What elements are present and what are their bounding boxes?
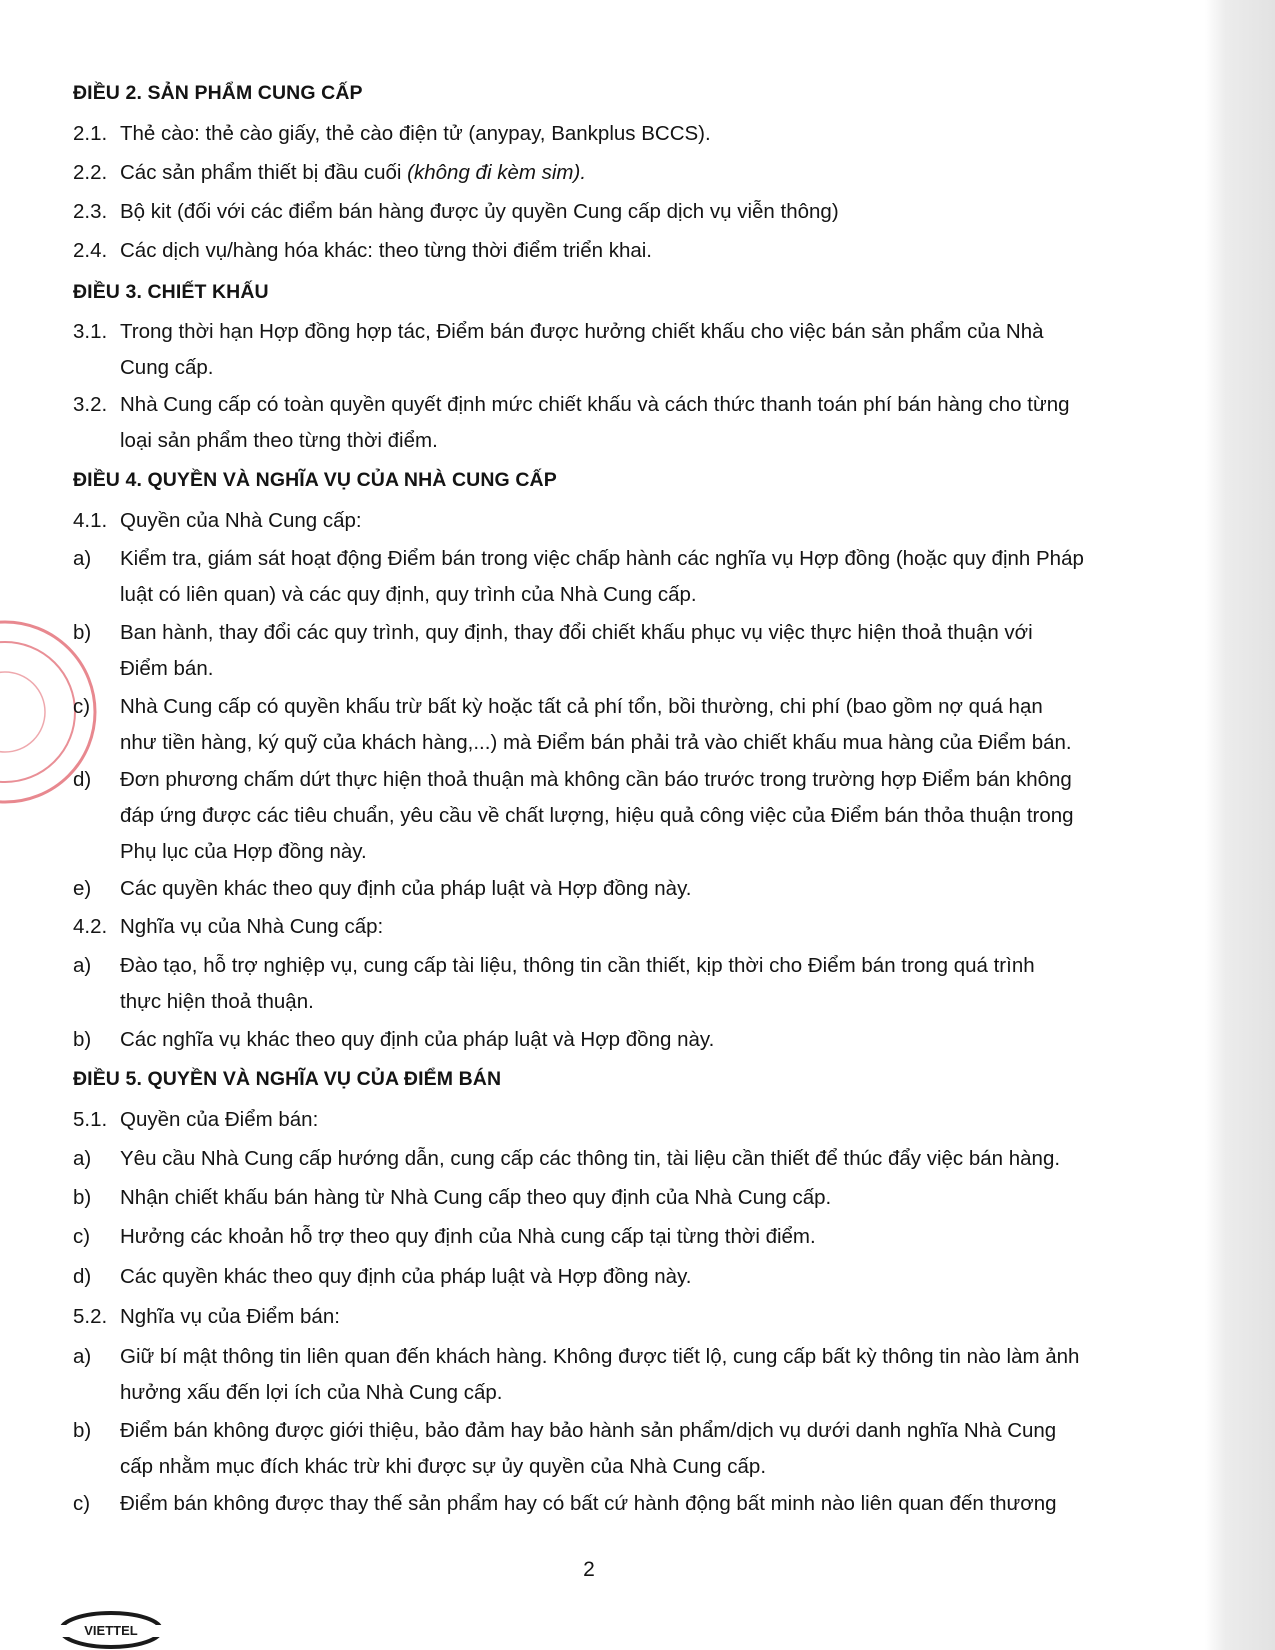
item-text: Điểm bán không được thay thế sản phẩm hay có bất cứ hành động bất minh nào liên quan đến thương (120, 1492, 1057, 1515)
item-text-plain: Các sản phẩm thiết bị đầu cuối (120, 161, 408, 184)
item-text: loại sản phẩm theo từng thời điểm. (120, 429, 438, 452)
viettel-logo-icon (55, 1610, 167, 1650)
item-text: Quyền của Nhà Cung cấp: (120, 509, 362, 532)
item-number: 4.1. (73, 509, 108, 532)
item-text: Trong thời hạn Hợp đồng hợp tác, Điểm bán được hưởng chiết khấu cho việc bán sản phẩm của Nhà (120, 320, 1044, 343)
item-number: 3.1. (73, 320, 108, 343)
item-text: Các quyền khác theo quy định của pháp luật và Hợp đồng này. (120, 1265, 692, 1288)
item-number: 5.1. (73, 1108, 108, 1131)
item-number: c) (73, 1492, 91, 1515)
item-text: luật có liên quan) và các quy định, quy trình của Nhà Cung cấp. (120, 583, 697, 606)
item-number: 2.3. (73, 200, 108, 223)
item-number: 2.1. (73, 122, 108, 145)
item-text: Đơn phương chấm dứt thực hiện thoả thuận mà không cần báo trước trong trường hợp Điểm bán không (120, 768, 1072, 791)
page-number: 2 (583, 1558, 595, 1581)
item-text: Các quyền khác theo quy định của pháp luật và Hợp đồng này. (120, 877, 692, 900)
item-text: Nhà Cung cấp có quyền khấu trừ bất kỳ hoặc tất cả phí tổn, bồi thường, chi phí (bao gồm nợ quá hạn (120, 695, 1043, 718)
item-text: Điểm bán không được giới thiệu, bảo đảm hay bảo hành sản phẩm/dịch vụ dưới danh nghĩa Nhà Cung (120, 1419, 1057, 1442)
item-text: Thẻ cào: thẻ cào giấy, thẻ cào điện tử (anypay, Bankplus BCCS). (120, 122, 711, 145)
item-number: 2.2. (73, 161, 108, 184)
item-number: d) (73, 768, 92, 791)
item-text: Điểm bán. (120, 657, 214, 680)
section-heading-4: ĐIỀU 4. QUYỀN VÀ NGHĨA VỤ CỦA NHÀ CUNG CẤP (73, 469, 557, 491)
item-text: Kiểm tra, giám sát hoạt động Điểm bán trong việc chấp hành các nghĩa vụ Hợp đồng (hoặc quy định Pháp (120, 547, 1084, 570)
item-number: d) (73, 1265, 92, 1288)
item-text: Yêu cầu Nhà Cung cấp hướng dẫn, cung cấp các thông tin, tài liệu cần thiết để thúc đẩy việc bán hàng. (120, 1147, 1061, 1170)
item-text: Hưởng các khoản hỗ trợ theo quy định của Nhà cung cấp tại từng thời điểm. (120, 1225, 816, 1248)
item-number: a) (73, 547, 92, 570)
section-heading-5: ĐIỀU 5. QUYỀN VÀ NGHĨA VỤ CỦA ĐIỂM BÁN (73, 1068, 502, 1090)
section-heading-3: ĐIỀU 3. CHIẾT KHẤU (73, 281, 269, 303)
item-number: c) (73, 695, 91, 718)
item-text: cấp nhằm mục đích khác trừ khi được sự ủy quyền của Nhà Cung cấp. (120, 1455, 767, 1478)
item-number: a) (73, 954, 92, 977)
item-number: a) (73, 1345, 92, 1368)
section-heading-2: ĐIỀU 2. SẢN PHẨM CUNG CẤP (73, 82, 363, 104)
logo-text: VIETTEL (84, 1623, 138, 1638)
item-number: 5.2. (73, 1305, 108, 1328)
item-text: Nhà Cung cấp có toàn quyền quyết định mức chiết khấu và cách thức thanh toán phí bán hàng cho từng (120, 393, 1070, 416)
item-text-italic: (không đi kèm sim). (407, 161, 587, 184)
item-text: Cung cấp. (120, 356, 214, 379)
item-number: b) (73, 621, 92, 644)
item-text: Các dịch vụ/hàng hóa khác: theo từng thời điểm triển khai. (120, 239, 652, 262)
item-number: b) (73, 1028, 92, 1051)
item-text: Phụ lục của Hợp đồng này. (120, 840, 367, 863)
item-text: Nghĩa vụ của Nhà Cung cấp: (120, 915, 384, 938)
item-number: 3.2. (73, 393, 108, 416)
item-text: Nhận chiết khấu bán hàng từ Nhà Cung cấp theo quy định của Nhà Cung cấp. (120, 1186, 832, 1209)
item-text (120, 161, 586, 185)
item-number: 4.2. (73, 915, 108, 938)
item-text: hưởng xấu đến lợi ích của Nhà Cung cấp. (120, 1381, 503, 1404)
item-text: Giữ bí mật thông tin liên quan đến khách hàng. Không được tiết lộ, cung cấp bất kỳ thông tin nào làm ảnh (120, 1345, 1080, 1368)
item-number: b) (73, 1186, 92, 1209)
item-number: c) (73, 1225, 91, 1248)
item-number: 2.4. (73, 239, 108, 262)
item-text: Nghĩa vụ của Điểm bán: (120, 1305, 340, 1328)
item-text: Đào tạo, hỗ trợ nghiệp vụ, cung cấp tài liệu, thông tin cần thiết, kịp thời cho Điểm bán trong quá trình (120, 954, 1035, 977)
item-number: b) (73, 1419, 92, 1442)
item-number: e) (73, 877, 92, 900)
item-text: đáp ứng được các tiêu chuẩn, yêu cầu về chất lượng, hiệu quả công việc của Điểm bán thỏa thuận trong (120, 804, 1074, 827)
item-number: a) (73, 1147, 92, 1170)
item-text: Các nghĩa vụ khác theo quy định của pháp luật và Hợp đồng này. (120, 1028, 715, 1051)
item-text: Bộ kit (đối với các điểm bán hàng được ủy quyền Cung cấp dịch vụ viễn thông) (120, 200, 839, 223)
item-text: như tiền hàng, ký quỹ của khách hàng,...) mà Điểm bán phải trả vào chiết khấu mua hàng của Điểm bán. (120, 731, 1072, 754)
item-text: Ban hành, thay đổi các quy trình, quy định, thay đổi chiết khấu phục vụ việc thực hiện thoả thuận với (120, 621, 1033, 644)
item-text: Quyền của Điểm bán: (120, 1108, 319, 1131)
item-text: thực hiện thoả thuận. (120, 990, 314, 1013)
